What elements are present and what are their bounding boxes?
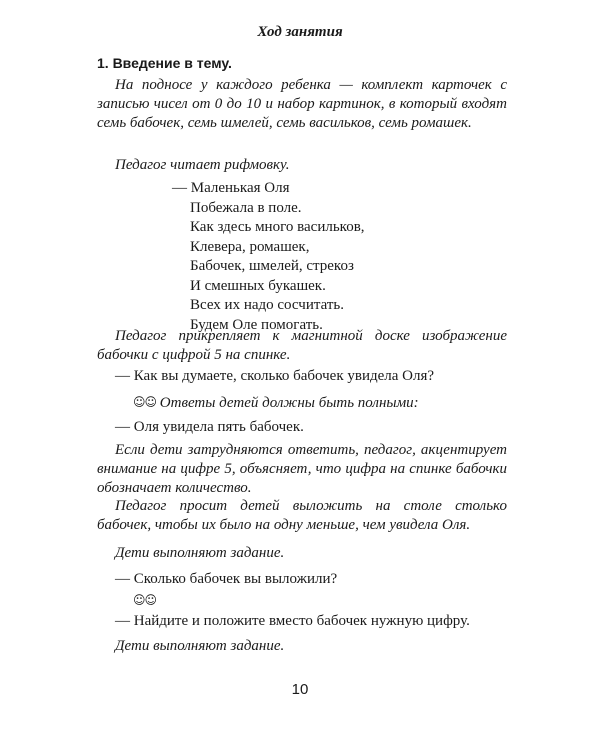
poem-line: Побежала в поле.: [190, 199, 302, 216]
poem-line: И смешных букашек.: [190, 277, 326, 294]
poem-line: Бабочек, шмелей, стрекоз: [190, 258, 354, 274]
question-how-many-seen: — Как вы думаете, сколько бабочек увидела Оля?: [115, 368, 435, 384]
paragraph-children-do-2: Дети выполняют задание.: [115, 638, 285, 654]
instruction-find-digit: — Найдите и положите вместо бабочек нужную цифру.: [115, 613, 470, 629]
answer-note-text: Ответы детей должны быть полными:: [159, 395, 419, 411]
answer-note: [97, 393, 507, 413]
smiley-line: [97, 591, 507, 611]
section-heading: 1. Введение в тему.: [97, 55, 232, 71]
paragraph-teacher-reads: Педагог читает рифмовку.: [115, 157, 290, 173]
smiley-icon: ☺☺: [133, 593, 157, 607]
smiley-icon: ☺☺: [133, 395, 157, 409]
paragraph-lay-out: Педагог просит детей выложить на столе столько бабочек, чтобы их было на одну меньше, чем увидела Оля.: [97, 498, 507, 533]
poem-line: Клевера, ромашек,: [190, 238, 310, 255]
question-how-many-laid: — Сколько бабочек вы выложили?: [115, 571, 338, 587]
paragraph-children-do: Дети выполняют задание.: [115, 545, 285, 561]
poem-line: Всех их надо сосчитать.: [190, 297, 345, 313]
paragraph-magnetic-board: Педагог прикрепляет к магнитной доске изображение бабочки с цифрой 5 на спинке.: [97, 328, 507, 363]
poem-line: Как здесь много васильков,: [190, 219, 365, 235]
paragraph-difficulty: Если дети затрудняются ответить, педагог, акцентирует внимание на цифре 5, объясняет, что цифра на спинке бабочки обозначает количество.: [97, 442, 507, 496]
poem: [172, 179, 365, 335]
answer-five-butterflies: — Оля увидела пять бабочек.: [115, 419, 304, 435]
paragraph-materials: На подносе у каждого ребенка — комплект карточек с записью чисел от 0 до 10 и набор картинок, в который входят семь бабочек, семь шмелей, семь васильков, семь ромашек.: [97, 77, 507, 131]
page-title: Ход занятия: [257, 24, 343, 40]
poem-line: Будем Оле помогать.: [190, 316, 323, 333]
poem-line: — Маленькая Оля: [172, 180, 290, 196]
page-number: 10: [291, 681, 309, 698]
